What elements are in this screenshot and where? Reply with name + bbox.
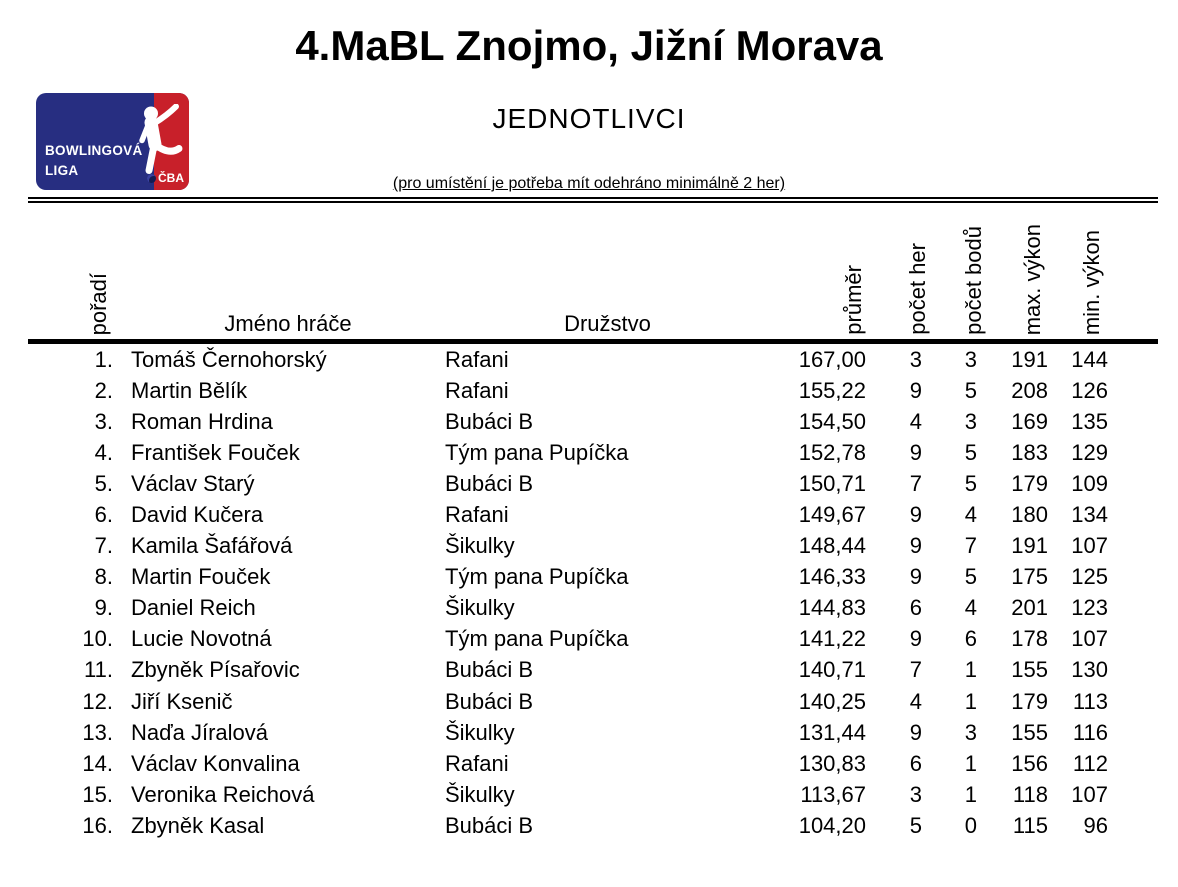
cell-points: 4 (964, 502, 977, 528)
cell-max: 208 (1011, 377, 1048, 403)
cell-name: Daniel Reich (131, 595, 256, 621)
cell-rank: 13. (82, 719, 113, 745)
column-header-max: max. výkon (1020, 223, 1045, 335)
cell-min: 107 (1071, 781, 1108, 807)
cell-min: 109 (1071, 470, 1108, 496)
cell-games: 3 (909, 781, 922, 807)
table-row (28, 717, 1158, 748)
header-divider-double-line (28, 197, 1158, 203)
cell-team: Bubáci B (445, 812, 534, 838)
cell-average: 140,25 (798, 688, 866, 714)
page-subtitle: JEDNOTLIVCI (492, 103, 686, 134)
table-header-row (28, 205, 1158, 344)
cell-min: 112 (1072, 750, 1108, 776)
cell-average: 146,33 (798, 564, 866, 590)
cell-max: 155 (1011, 657, 1048, 683)
cell-rank: 4. (94, 439, 113, 465)
cell-min: 130 (1071, 657, 1108, 683)
table-row (28, 810, 1158, 841)
cell-games: 6 (909, 750, 922, 776)
cell-games: 9 (909, 502, 922, 528)
table-row (28, 655, 1158, 686)
cell-name: Lucie Novotná (131, 626, 272, 652)
logo-text-line2: LIGA (45, 163, 79, 178)
cell-rank: 9. (94, 595, 113, 621)
cell-team: Rafani (445, 377, 509, 403)
cell-games: 9 (909, 719, 922, 745)
cell-points: 1 (964, 781, 977, 807)
column-header-average: průměr (841, 265, 866, 335)
cell-max: 115 (1012, 812, 1048, 838)
table-row (28, 375, 1158, 406)
table-row (28, 531, 1158, 562)
cell-team: Rafani (445, 750, 509, 776)
table-row (28, 406, 1158, 437)
cell-team: Šikulky (445, 533, 515, 559)
table-row (28, 624, 1158, 655)
cell-min: 107 (1071, 626, 1108, 652)
table-body (28, 344, 1158, 842)
cell-team: Šikulky (445, 719, 515, 745)
cell-max: 118 (1012, 781, 1048, 807)
cell-rank: 8. (94, 564, 113, 590)
cell-games: 6 (909, 595, 922, 621)
cell-min: 123 (1071, 595, 1108, 621)
cell-points: 0 (964, 812, 977, 838)
cell-points: 3 (964, 719, 977, 745)
cell-rank: 14. (82, 750, 113, 776)
cell-games: 9 (909, 439, 922, 465)
cell-games: 5 (909, 812, 922, 838)
cell-points: 3 (964, 346, 977, 372)
cell-average: 113,67 (800, 781, 866, 807)
cell-games: 9 (909, 564, 922, 590)
cell-min: 125 (1071, 564, 1108, 590)
standings-table (28, 205, 1158, 842)
cell-name: Václav Starý (131, 470, 255, 496)
cell-team: Šikulky (445, 781, 515, 807)
cell-average: 167,00 (798, 346, 866, 372)
cell-points: 1 (964, 688, 977, 714)
column-header-rank: pořadí (86, 272, 111, 335)
cell-max: 201 (1011, 595, 1048, 621)
cell-min: 144 (1071, 346, 1108, 372)
table-row (28, 686, 1158, 717)
cell-points: 7 (964, 533, 977, 559)
cell-min: 107 (1071, 533, 1108, 559)
cell-max: 191 (1011, 346, 1048, 372)
cell-name: Zbyněk Kasal (131, 812, 265, 838)
cell-max: 191 (1011, 533, 1048, 559)
cell-max: 175 (1011, 564, 1048, 590)
cell-games: 9 (909, 377, 922, 403)
cell-name: Veronika Reichová (131, 781, 315, 807)
cell-average: 150,71 (798, 470, 866, 496)
cell-name: Martin Fouček (131, 564, 271, 590)
cell-points: 5 (964, 377, 977, 403)
cell-points: 1 (964, 657, 977, 683)
cell-name: Naďa Jíralová (131, 719, 269, 745)
cell-min: 129 (1071, 439, 1108, 465)
cell-team: Tým pana Pupíčka (445, 564, 629, 590)
cell-name: František Fouček (131, 439, 300, 465)
cell-points: 5 (964, 470, 977, 496)
cell-points: 6 (964, 626, 977, 652)
cell-average: 152,78 (798, 439, 866, 465)
cell-min: 126 (1071, 377, 1108, 403)
column-header-games: počet her (905, 243, 930, 335)
cell-games: 4 (909, 408, 922, 434)
cell-rank: 6. (94, 502, 113, 528)
cell-rank: 3. (94, 408, 113, 434)
cell-max: 179 (1011, 470, 1048, 496)
cell-max: 183 (1011, 439, 1048, 465)
cell-team: Tým pana Pupíčka (445, 439, 629, 465)
cell-rank: 15. (82, 781, 113, 807)
cell-min: 96 (1083, 812, 1108, 838)
table-row (28, 499, 1158, 530)
table-row (28, 593, 1158, 624)
cell-name: Jiří Ksenič (131, 688, 233, 714)
table-row (28, 468, 1158, 499)
cell-average: 155,22 (798, 377, 866, 403)
cell-average: 141,22 (798, 626, 866, 652)
column-header-team: Družstvo (564, 311, 651, 336)
cell-max: 156 (1011, 750, 1048, 776)
column-header-points: počet bodů (961, 226, 986, 335)
page-title: 4.MaBL Znojmo, Jižní Morava (295, 22, 883, 69)
cell-average: 154,50 (798, 408, 866, 434)
cell-games: 3 (909, 346, 922, 372)
cba-label: ČBA (158, 171, 184, 185)
cell-name: Zbyněk Písařovic (131, 657, 300, 683)
cell-name: Kamila Šafářová (131, 533, 293, 559)
cell-max: 180 (1011, 502, 1048, 528)
cell-team: Bubáci B (445, 408, 534, 434)
cell-points: 5 (964, 439, 977, 465)
cell-games: 9 (909, 626, 922, 652)
cell-team: Rafani (445, 502, 509, 528)
table-row (28, 344, 1158, 375)
cell-min: 116 (1072, 719, 1108, 745)
cell-team: Bubáci B (445, 688, 534, 714)
cell-max: 169 (1011, 408, 1048, 434)
cell-average: 140,71 (798, 657, 866, 683)
cell-min: 135 (1071, 408, 1108, 434)
cell-rank: 7. (94, 533, 113, 559)
cell-games: 9 (909, 533, 922, 559)
cell-average: 104,20 (798, 812, 866, 838)
column-header-name: Jméno hráče (224, 311, 352, 336)
cell-team: Šikulky (445, 595, 515, 621)
cell-rank: 1. (94, 346, 113, 372)
cell-rank: 5. (94, 470, 113, 496)
cell-rank: 16. (82, 812, 113, 838)
cell-name: Martin Bělík (131, 377, 248, 403)
cell-rank: 11. (84, 657, 113, 683)
qualification-note: (pro umístění je potřeba mít odehráno minimálně 2 her) (392, 175, 786, 192)
cell-rank: 2. (94, 377, 113, 403)
cell-rank: 12. (82, 688, 113, 714)
cell-average: 148,44 (798, 533, 866, 559)
cell-points: 4 (964, 595, 977, 621)
cell-points: 3 (964, 408, 977, 434)
cell-points: 5 (964, 564, 977, 590)
cell-name: Roman Hrdina (131, 408, 273, 434)
cell-team: Bubáci B (445, 657, 534, 683)
cell-min: 113 (1072, 688, 1108, 714)
table-row (28, 748, 1158, 779)
cell-max: 155 (1011, 719, 1048, 745)
table-row (28, 779, 1158, 810)
cell-average: 131,44 (798, 719, 866, 745)
cell-name: Václav Konvalina (131, 750, 300, 776)
cell-average: 149,67 (798, 502, 866, 528)
cell-team: Bubáci B (445, 470, 534, 496)
cell-games: 7 (909, 657, 922, 683)
table-row (28, 562, 1158, 593)
column-header-min: min. výkon (1079, 229, 1104, 335)
cell-max: 179 (1011, 688, 1048, 714)
cell-min: 134 (1071, 502, 1108, 528)
table-row (28, 437, 1158, 468)
cell-average: 144,83 (798, 595, 866, 621)
cell-games: 4 (909, 688, 922, 714)
cell-average: 130,83 (798, 750, 866, 776)
cell-name: Tomáš Černohorský (131, 346, 327, 372)
cell-points: 1 (964, 750, 977, 776)
cell-name: David Kučera (131, 502, 264, 528)
cell-team: Rafani (445, 346, 509, 372)
cell-team: Tým pana Pupíčka (445, 626, 629, 652)
logo-text-line1: BOWLINGOVÁ (45, 143, 143, 158)
cell-max: 178 (1011, 626, 1048, 652)
cell-games: 7 (909, 470, 922, 496)
cell-rank: 10. (82, 626, 113, 652)
